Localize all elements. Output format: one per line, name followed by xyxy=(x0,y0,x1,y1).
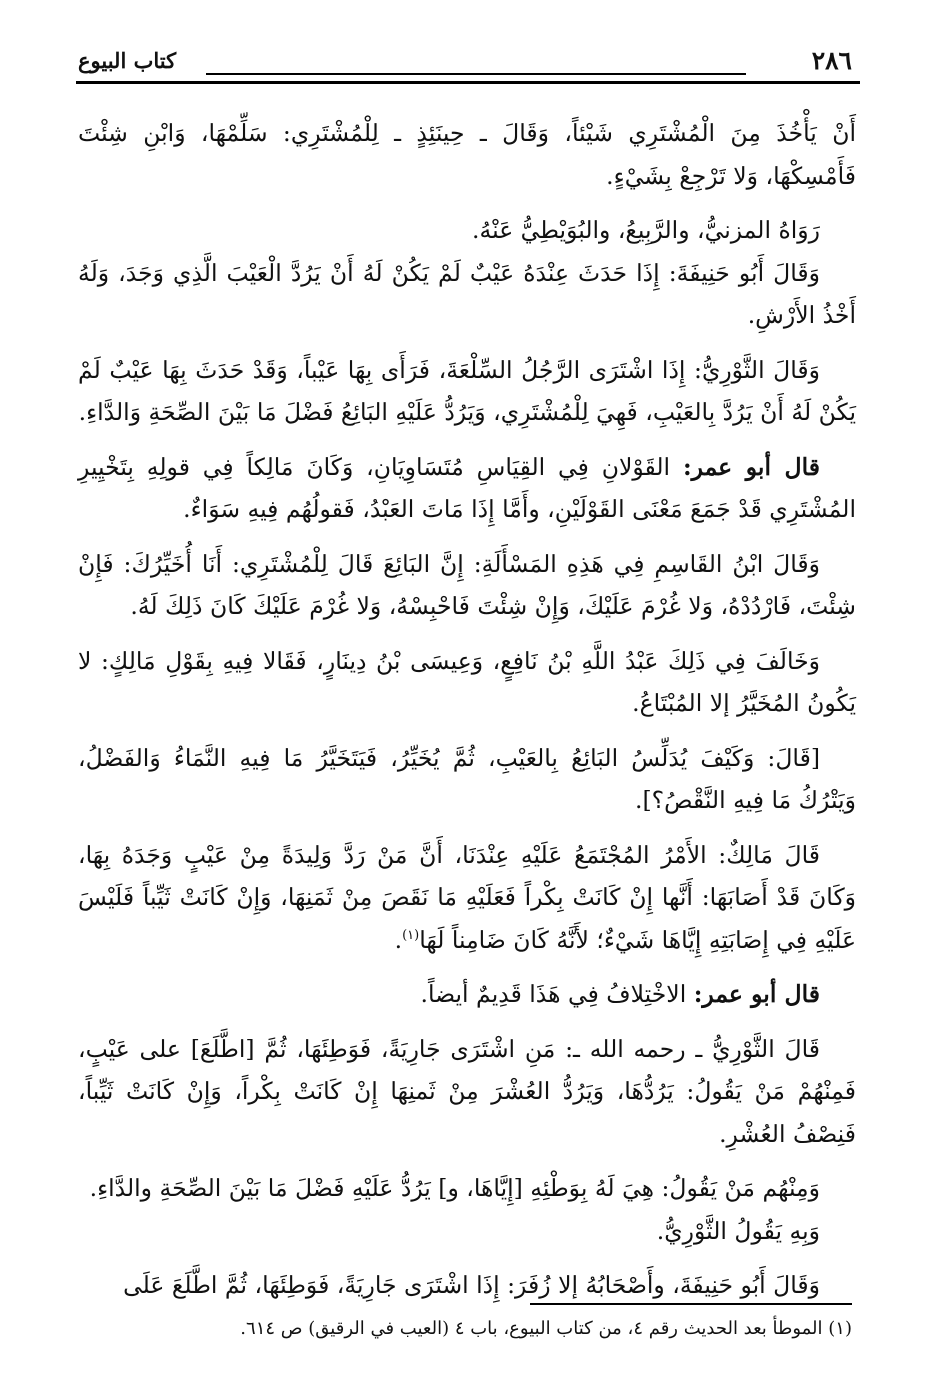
paragraph-text: رَوَاهُ المزنيُّ، والرَّبِيعُ، والبُوَيْطِيُّ عَنْهُ. xyxy=(472,216,820,244)
paragraph xyxy=(78,252,856,337)
header-rule xyxy=(76,81,860,84)
header-dash xyxy=(206,73,746,75)
footnote-rule xyxy=(530,1303,852,1305)
paragraph-text: وَبِهِ يَقُولُ الثَّوْرِيُّ. xyxy=(656,1216,820,1245)
paragraph-text: الاخْتِلافُ فِي هَذَا قَدِيمٌ أيضاً. xyxy=(420,980,687,1008)
paragraph-text: [قَالَ: وَكَيْفَ يُدَلِّسُ البَائِعُ بِالعَيْبِ، ثُمَّ يُخَيِّرُ، فَيَتَخَيَّرُ مَا فِيهِ النَّمَاءُ وَالفَضْلُ، وَيَتْرُكُ مَا فِيهِ النَّقْصُ؟]. xyxy=(78,743,856,814)
paragraph xyxy=(78,543,856,628)
paragraph-text: أَنْ يَأْخُذَ مِنَ الْمُشْتَرِي شَيْئاً، وَقَالَ ـ حِينَئِذٍ ـ لِلْمُشْتَرِي: سَلِّمْهَا، وَابْنِ شِئْتَ فَأَمْسِكْهَا، وَلا تَرْجِعْ بِشَيْءٍ. xyxy=(78,119,856,190)
speaker-label: قال أبو عمر: xyxy=(693,980,820,1008)
paragraph-text: وَقَالَ الثَّوْرِيُّ: إِذَا اشْتَرَى الرَّجُلُ السِّلْعَةَ، فَرَأَى بِهَا عَيْباً، وَقَدْ حَدَثَ بِهَا عَيْبٌ لَمْ يَكُنْ لَهُ أَنْ يَرُدَّ بِالعَيْبِ، فَهِيَ لِلْمُشْتَرِي، وَيَرُدُّ عَلَيْهِ البَائِعُ فَضْلَ مَا بَيْنَ الصِّحَةِ وَالدَّاءِ. xyxy=(78,355,856,426)
paragraph-text: قَالَ مَالِكٌ: الأَمْرُ المُجْتَمَعُ عَلَيْهِ عِنْدَنَا، أَنَّ مَنْ رَدَّ وَلِيدَةً مِنْ عَيْبٍ وَجَدَهُ بِهَا، وَكَانَ قَدْ أَصَابَهَا: أَنَّها إِنْ كَانَتْ بِكْراً فَعَلَيْهِ مَا نَقَصَ مِنْ ثَمَنِهَا، وَإِنْ كَانَتْ ثَيِّباً فَلَيْسَ عَلَيْهِ فِي إِصَابَتِهِ إِيَّاهَا شَيْءٌ؛ لأَنَّهُ كَانَ ضَامِناً لَهَا xyxy=(78,840,856,954)
footnote-marker[interactable]: (١) xyxy=(402,927,420,943)
paragraph xyxy=(78,640,856,725)
paragraph-text: قَالَ الثَّوْرِيُّ ـ رحمه الله ـ: مَنِ اشْتَرَى جَارِيَةً، فَوَطِئَهَا، ثُمَّ [اطَّلَعَ] على عَيْبٍ، فَمِنْهُمْ مَنْ يَقُولُ: يَرُدُّهَا، وَيَرُدُّ العُشْرَ مِنْ ثَمنِهَا إِنْ كَانَتْ بِكْراً، وَإِنْ كَانَتْ ثَيِّباً، فَنِصْفُ العُشْرِ. xyxy=(78,1034,856,1148)
paragraph-text: وَقَالَ ابْنُ القَاسِمِ فِي هَذِهِ المَسْأَلَةِ: إِنَّ البَائِعَ قَالَ لِلْمُشْتَرِي: أَنَا أُخَيِّرُكَ: فَإِنْ شِئْتَ، فَارْدُدْهُ، وَلا غُرْمَ عَلَيْكَ، وَإِنْ شِئْتَ فَاحْبِسْهُ، وَلا غُرْمَ عَلَيْكَ كَانَ ذَلِكَ لَهُ. xyxy=(78,549,856,620)
page-header xyxy=(76,44,860,76)
main-text xyxy=(78,112,856,1319)
paragraph-text: وَخَالَفَ فِي ذَلِكَ عَبْدُ اللَّهِ بْنُ نَافِعٍ، وَعِيسَى بْنُ دِينَارٍ، فَقَالا فِيهِ بِقَوْلِ مَالِكٍ: لا يَكُونُ المُخَيَّرُ إلا المُبْتَاعُ. xyxy=(78,646,856,717)
paragraph xyxy=(78,349,856,434)
paragraph xyxy=(78,1264,856,1307)
paragraph xyxy=(78,1167,856,1210)
paragraph xyxy=(78,834,856,962)
paragraph xyxy=(78,209,856,252)
paragraph-text: وَمِنْهُم مَنْ يَقُولُ: هِيَ لَهُ بِوَطْئِهِ [إِيَّاهَا، و] يَرُدُّ عَلَيْهِ فَضْلَ مَا بَيْنَ الصِّحَةِ والدَّاءِ. xyxy=(89,1174,820,1202)
paragraph xyxy=(78,737,856,822)
paragraph xyxy=(78,112,856,197)
paragraph xyxy=(78,1028,856,1156)
footnote-text: (١) الموطأ بعد الحديث رقم ٤، من كتاب البيوع، باب ٤ (العيب في الرقيق) ص ٦١٤. xyxy=(240,1318,852,1339)
paragraph xyxy=(78,1210,856,1253)
paragraph-text: وَقَالَ أَبُو حَنِيفَةَ: إِذَا حَدَثَ عِنْدَهُ عَيْبٌ لَمْ يَكُنْ لَهُ أَنْ يَرُدَّ الْعَيْبَ الَّذِي وَجَدَ، وَلَهُ أَخْذُ الأَرْشِ. xyxy=(78,258,856,329)
paragraph xyxy=(78,973,856,1016)
footnote xyxy=(76,1316,852,1342)
paragraph-tail: . xyxy=(394,925,403,954)
paragraph-text: القَوْلانِ فِي القِيَاسِ مُتَسَاوِيَانِ، وَكَانَ مَالِكاً فِي قولِهِ بِتَخْيِيرِ المُشْتَرِي قَدْ جَمَعَ مَعْنَى القَوْلَيْنِ، وأَمَّا إِذَا مَاتَ العَبْدُ، فَقولُهُم فِيهِ سَوَاءٌ. xyxy=(78,452,856,523)
speaker-label: قال أبو عمر: xyxy=(682,452,820,481)
paragraph xyxy=(78,446,856,531)
paragraph-text: وَقَالَ أَبُو حَنِيفَةَ، وأَصْحَابُهُ إلا زُفَرَ: إِذَا اشْتَرَى جَارِيَةً، فَوَطِئَهَا، ثُمَّ اطَّلَعَ عَلَى xyxy=(123,1271,820,1299)
running-title: كتاب البيوع xyxy=(78,48,177,73)
page-number: ٢٨٦ xyxy=(811,46,852,75)
